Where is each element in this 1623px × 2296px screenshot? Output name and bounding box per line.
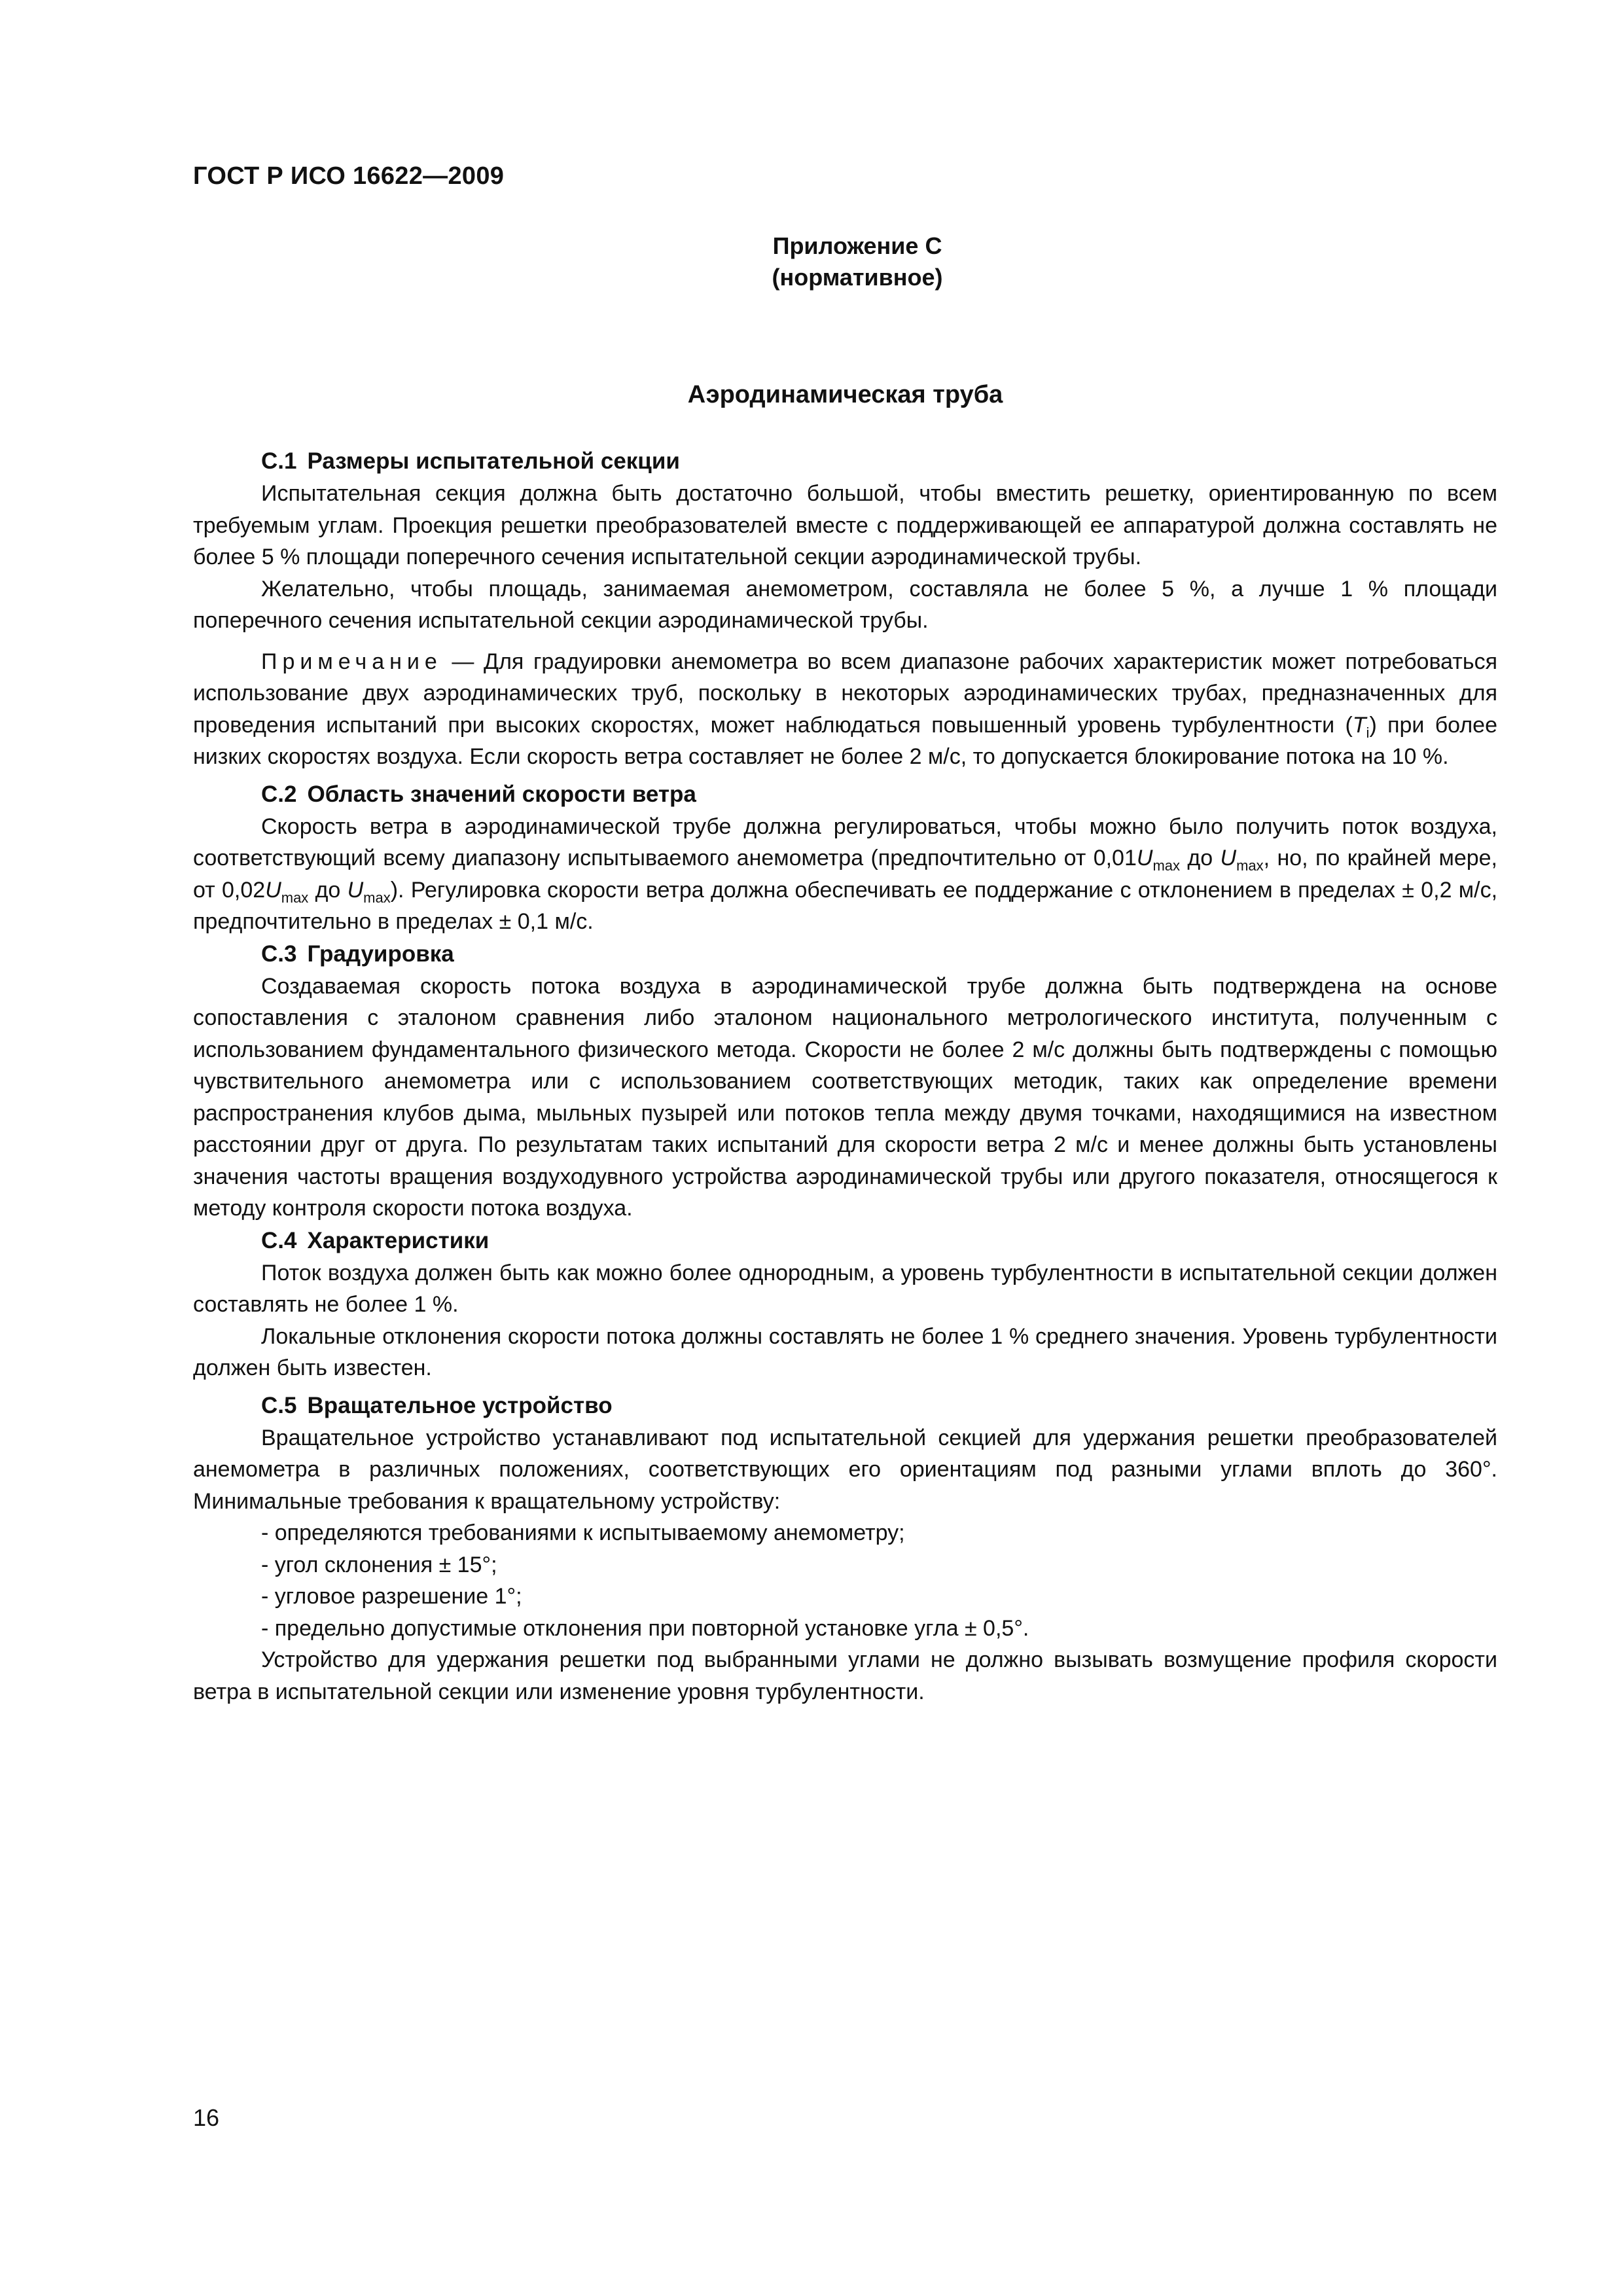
paragraph: Испытательная секция должна быть достаточно большой, чтобы вместить решетку, ориентированную по всем требуемым углам. Проекция решетки преобразователей вместе с поддерживающей ее аппаратурой должна составлять не более 5 % площади поперечного сечения испытательной секции аэродинамической трубы. <box>193 481 1497 569</box>
paragraph: Устройство для удержания решетки под выбранными углами не должно вызывать возмущение профиля скорости ветра в испытательной секции или изменение уровня турбулентности. <box>193 1647 1497 1704</box>
section-heading-c4: С.4 Характеристики <box>261 1227 490 1253</box>
list-item: - предельно допустимые отклонения при повторной установке угла ± 0,5°. <box>261 1615 1029 1641</box>
section-heading-c3: С.3 Градуировка <box>261 941 454 967</box>
paragraph: Создаваемая скорость потока воздуха в аэродинамической трубе должна быть подтверждена на основе сопоставления с эталоном сравнения либо эталоном национального метрологического института, полученным с использованием фундаментального физического метода. Скорости не более 2 м/с должны быть подтверждены с помощью чувствительного анемометра или с использованием соответствующих методик, таких как определение времени распространения клубов дыма, мыльных пузырей или потоков тепла между двумя точками, находящимися на известном расстоянии друг от друга. По результатам таких испытаний для скорости ветра 2 м/с и менее должны быть установлены значения частоты вращения воздуходувного устройства аэродинамической трубы или другого показателя, относящегося к методу контроля скорости потока воздуха. <box>193 973 1497 1221</box>
note-label: Примечание <box>261 649 442 674</box>
annex-status: (нормативное) <box>772 264 943 291</box>
paragraph: Вращательное устройство устанавливают под испытательной секцией для удержания решетки преобразователей анемометра в различных положениях, соответствующих его ориентациям под разными углами вплоть до 360°. Минимальные требования к вращательному устройству: <box>193 1425 1497 1514</box>
list-item: - угловое разрешение 1°; <box>261 1584 522 1609</box>
document-header: ГОСТ Р ИСО 16622—2009 <box>193 162 505 190</box>
list-item: - определяются требованиями к испытываемому анемометру; <box>261 1520 905 1545</box>
paragraph: Поток воздуха должен быть как можно более однородным, а уровень турбулентности в испытательной секции должен составлять не более 1 %. <box>193 1260 1497 1317</box>
section-heading-c5: С.5 Вращательное устройство <box>261 1392 613 1418</box>
annex-heading <box>720 230 995 293</box>
section-heading-c2: С.2 Область значений скорости ветра <box>261 781 696 807</box>
page-number: 16 <box>193 2104 220 2131</box>
note-paragraph: Примечание — Для градуировки анемометра во всем диапазоне рабочих характеристик может потребоваться использование двух аэродинамических труб, поскольку в некоторых аэродинамических трубах, предназначенных для проведения испытаний при высоких скоростях, может наблюдаться повышенный уровень турбулентности $(T_i)$ при более низких скоростях воздуха. Если скорость ветра составляет не более 2 м/с, то допускается блокирование потока на 10 %. <box>193 649 1497 769</box>
document-body <box>193 445 1497 1708</box>
paragraph: Скорость ветра в аэродинамической трубе должна регулироваться, чтобы можно было получить поток воздуха, соответствующий всему диапазону испытываемого анемометра (предпочтительно от $0,01U_{max}$ до $U_{max}$, но, по крайней мере, от $0,02U_{max}$ до $U_{max}$). Регулировка скорости ветра должна обеспечивать ее поддержание с отклонением в пределах ± 0,2 м/с, предпочтительно в пределах ± 0,1 м/с. <box>193 814 1498 934</box>
paragraph: Локальные отклонения скорости потока должны составлять не более 1 % среднего значения. Уровень турбулентности должен быть известен. <box>193 1323 1497 1380</box>
list-item: - угол склонения ± 15°; <box>261 1552 497 1577</box>
section-heading-c1: С.1 Размеры испытательной секции <box>261 448 680 474</box>
annex-label: Приложение С <box>772 232 942 259</box>
paragraph: Желательно, чтобы площадь, занимаемая анемометром, составляла не более 5 %, а лучше 1 % площади поперечного сечения испытательной секции аэродинамической трубы. <box>193 576 1497 633</box>
annex-title: Аэродинамическая труба <box>687 381 1003 408</box>
